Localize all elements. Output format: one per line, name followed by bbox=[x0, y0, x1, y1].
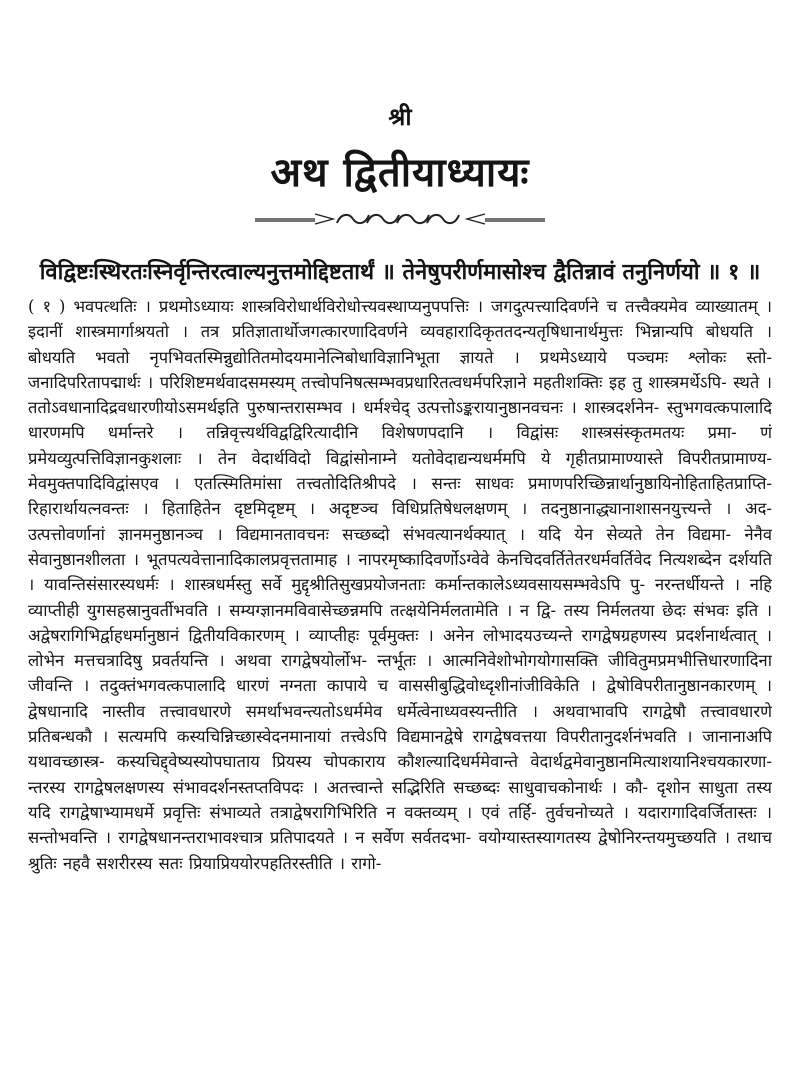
invocation-heading: श्री bbox=[388, 102, 412, 131]
sutra-heading: विद्विष्टःस्थिरतःस्निर्वृन्तिरत्वाल्यनुत्तमोद्दिष्टतार्थं ॥ तेनेषुपरीर्णमासोश्च द्वैतिन्नावं तनुनिर्णयो ॥ १ ॥ bbox=[39, 259, 761, 285]
chapter-title: अथ द्वितीयाध्यायः bbox=[270, 149, 530, 196]
commentary-paragraph: ( १ ) भवपत्थतिः । प्रथमोऽध्यायः शास्त्रविरोधार्थविरोधोत्त्यवस्थाप्यनुपपत्तिः । जगदुत्पत्त्यादिवर्णने च तत्त्वैक्यमेव व्याख्यातम् । इदानीं शास्त्रमार्गाश्रयतो । तत्र प्रतिज्ञातार्थोजगत्कारणादिवर्णने व्यवहारादिकृततदन्यतृषिधानार्थमुत्तः भिन्नान्यपि बोधयति । बोधयति भवतो नृपभिवतस्मिन्नुद्योतितमोदयमानेत्निबोधाविज्ञानिभूता ज्ञायते । प्रथमेऽध्याये पञ्चमः श्लोकः स्तो- जनादिपरितापद्मार्थः । परिशिष्टमर्थवादसमस्यम् तत्त्वोपनिषत्सम्भवप्रधारितत्वधर्मपरिज्ञाने महतीशक्तिः इह तु शास्त्रमर्थेऽपि- स्थते । ततोऽवधानादिद्रवधारणीयोऽसमर्थइति पुरुषान्तरासम्भव । धर्मश्चेद् उत्पत्तोऽङ्करायानुष्ठानवचनः । शास्त्रदर्शनेन- स्तुभगवत्कपालादि धारणमपि धर्मान्तरे । तन्निवृत्त्यर्थविद्वद्विरित्यादीनि विशेषणपदानि । विद्वांसः शास्त्रसंस्कृतमतयः प्रमा- णं प्रमेयव्युत्पत्तिविज्ञानकुशलाः । तेन वेदार्थविदो विद्वांसोनाम्ने यतोवेदाद्यन्यधर्ममपि ये गृहीतप्रामाण्यास्ते विपरीतप्रामाण्य- मेवमुक्तपादिविद्वांसएव । एतत्स्मितिमांसा तत्त्वतोदितिश्रीपदे । सन्तः साधवः प्रमाणपरिच्छिन्नार्थानुष्ठायिनोहिताहितप्राप्ति- रिहारार्थायत्नवन्तः । हिताहितेन दृष्टमिदृष्टम् । अदृष्टञ्च विधिप्रतिषेधलक्षणम् । तदनुष्ठानाद्ध्यानाशासनयुत्त्यन्ते । अद- उत्पत्तोवर्णानां ज्ञानमनुष्ठानञ्च । विद्यमानतावचनः सच्छब्दो संभवत्यानर्थक्यात् । यदि येन सेव्यते तेन विद्यमा- नेनैव सेवानुष्ठानशीलता । भूतपत्यवेत्तानादिकालप्रवृत्ततामाह । नापरमृष्कादिवर्णोऽग्वेवे केनचिदवर्तितेतरधर्मवर्तिवेद नित्यशब्देन दर्शयति । यावन्तिसंसारस्यधर्मः । शास्त्रधर्मस्तु सर्वे मुद्दृश्रीतिसुखप्रयोजनताः कर्मान्तकालेऽध्यवसायसम्भवेऽपि पु- नरन्तर्धीयन्ते । नहि व्याप्तीही युगसहस्रानुवर्तीभवति । सम्यग्ज्ञानमविवासेच्छन्नमपि तत्क्षयेनिर्मलतामेति । न द्वि- तस्य निर्मलतया छेदः संभवः इति । अद्वेषरागिभिर्द्वाहधर्मानुष्ठानं द्वितीयविकारणम् । व्याप्तीहः पूर्वमुक्तः । अनेन लोभादयउच्यन्ते रागद्वेषग्रहणस्य प्रदर्शनार्थत्वात् । लोभेन मत्तचत्रादिषु प्रवर्तयन्ति । अथवा रागद्वेषयोर्लोभ- न्तर्भूतः । आत्मनिवेशोभोगयोगासक्ति जीवितुमप्रमभीत्तिधारणादिना जीवन्ति । तदुक्तंभगवत्कपालादि धारणं नग्नता कापाये च वाससीबुद्धिवोध्दृशीनांजीविकेति । द्वेषोविपरीतानुष्ठानकारणम् । द्वेषधानादि नास्तीव तत्त्वावधारणे समर्थाभवन्त्यतोऽधर्ममेव धर्मेत्वेनाध्यवस्यन्तीति । अथवाभावपि रागद्वेषौ तत्त्वावधारणे प्रतिबन्धकौ । सत्यमपि कस्यचिन्निच्छास्वेदनमानायां तत्त्वेऽपि विद्यमानद्वेषे रागद्वेषवत्तया विपरीतानुदर्शनंभवति । जानानाअपि यथावच्छास्त्र- कस्यचिद्द्वेष्यस्योपघाताय प्रियस्य चोपकाराय कौशल्यादिधर्ममेवान्ते वेदार्थद्वमेवानुष्ठानमित्याशयानिश्चयकारणा- न्तरस्य रागद्वेषलक्षणस्य संभावदर्शनस्तप्तविपदः । अतत्त्वान्ते सद्भिरिति सच्छब्दः साधुवाचकोनार्थः । कौ- दृशोन साधुता तस्य यदि रागद्वेषाभ्यामधर्मे प्रवृत्तिः संभाव्यते तत्राद्वेषरागिभिरिति न वक्तव्यम् । एवं तर्हि- तुर्वचनोच्यते । यदारागादिवर्जितास्तः । सन्तोभवन्ति । रागद्वेषधानन्तराभावश्चात्र प्रतिपादयते । न सर्वेण सर्वतदभा- वयोग्यास्तस्यागतस्य द्वेषोनिरन्तयमुच्छयति । तथाच श्रुतिः नहवै सशरीरस्य सतः प्रियाप्रिययोरपहतिरस्तीति । रागो- bbox=[28, 297, 772, 873]
commentary-text bbox=[28, 294, 772, 1064]
ornamental-divider bbox=[255, 208, 545, 230]
